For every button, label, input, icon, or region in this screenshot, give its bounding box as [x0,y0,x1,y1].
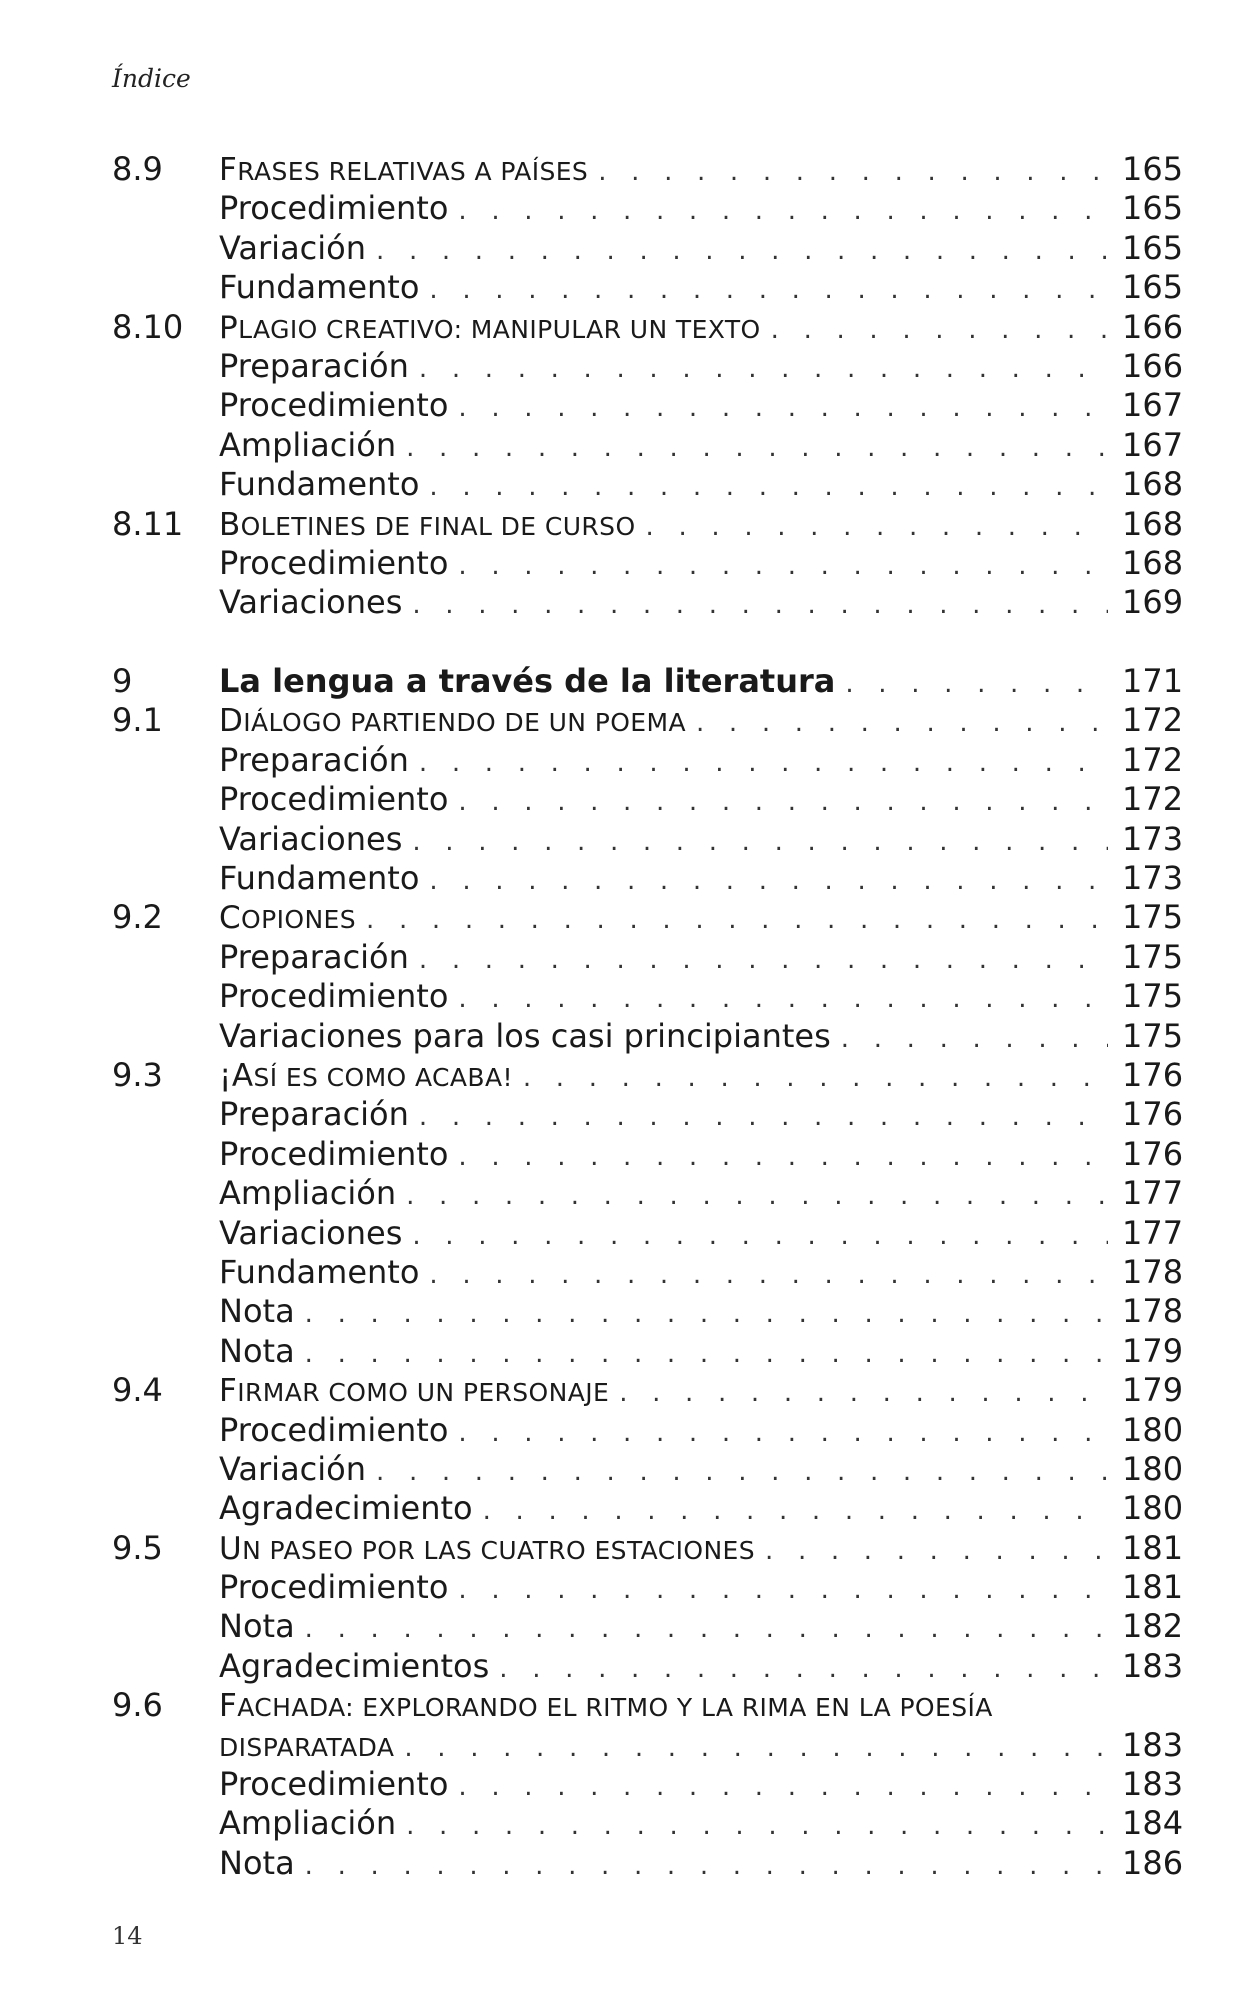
toc-entry [112,543,1184,583]
toc-subsection-title: Fundamento [219,1252,420,1291]
toc-subsection-title: Variación [219,1449,367,1488]
toc-entry [112,150,1184,189]
toc-entry [112,1174,1184,1213]
toc-subsection-title: Variaciones [219,583,403,622]
toc-page-number: 175 [1122,977,1184,1016]
toc-entry [112,1134,1184,1174]
dot-leader [458,783,1108,822]
toc-entry [112,819,1184,859]
toc-page-number: 173 [1122,859,1184,898]
toc-entry [112,228,1184,268]
toc-entry [112,307,1184,347]
toc-section-title [219,309,761,349]
toc-subsection-title: Procedimiento [219,1568,449,1607]
toc-subsection-title: Ampliación [219,1174,397,1213]
toc-page-number: 172 [1122,780,1184,819]
toc-subsection-title: Nota [219,1331,295,1370]
toc-entry [112,1646,1184,1686]
toc-entry [112,346,1184,386]
toc-entry [112,1607,1184,1646]
toc-section-title [219,1687,993,1727]
toc-entry-number: 9.6 [112,1686,163,1725]
toc-page-number: 181 [1122,1568,1184,1607]
toc-entry [112,386,1184,425]
table-of-contents [112,150,1184,1883]
toc-page-number: 183 [1122,1725,1184,1764]
toc-entry [112,1449,1184,1489]
toc-page-number: 181 [1122,1528,1184,1567]
toc-page-number: 165 [1122,150,1184,188]
toc-subsection-title: Nota [219,1843,295,1882]
toc-page-number: 176 [1122,1055,1184,1094]
dot-leader [458,1571,1108,1610]
running-head: Índice [112,64,191,93]
dot-leader [429,1256,1108,1295]
toc-subsection-title: Fundamento [219,465,420,504]
toc-section-title [219,151,588,191]
toc-entry [112,780,1184,819]
dot-leader [406,1177,1108,1216]
dot-leader [305,1335,1108,1374]
toc-section-title [219,1372,609,1412]
toc-page-number: 169 [1122,583,1184,622]
toc-entry [112,268,1184,307]
toc-entry [112,1095,1184,1134]
toc-entry [112,425,1184,465]
toc-entry [112,1686,1178,1725]
toc-section-title [219,1057,513,1097]
dot-leader [404,1729,1108,1768]
toc-entry [112,1055,1184,1095]
dot-leader [305,1847,1108,1886]
toc-page-number: 168 [1122,543,1184,582]
toc-entry [112,1213,1184,1253]
dot-leader [619,1374,1108,1413]
dot-leader [765,1532,1108,1571]
toc-page-number: 165 [1122,189,1184,228]
toc-subsection-title: Preparación [219,1095,409,1134]
toc-page-number: 176 [1122,1095,1184,1134]
toc-section-title-rest: DISPARATADA [219,1732,395,1762]
toc-page-number: 167 [1122,386,1184,425]
toc-entry [112,1016,1184,1056]
toc-page-number: 168 [1122,465,1184,504]
toc-section-title-initial: F [219,152,238,188]
toc-page-number: 183 [1122,1646,1184,1685]
dot-leader [458,192,1108,231]
toc-entry-number: 8.10 [112,307,184,346]
dot-leader [499,1650,1108,1689]
toc-page-number: 184 [1122,1804,1184,1843]
toc-page-number: 180 [1122,1410,1184,1449]
toc-page-number: 178 [1122,1252,1184,1291]
toc-subsection-title: Agradecimientos [219,1646,490,1685]
toc-page-number: 173 [1122,819,1184,858]
dot-leader [376,1453,1108,1492]
toc-section-title-rest: IÁLOGO PARTIENDO DE UN POEMA [243,708,686,738]
toc-section-title-initial: B [219,506,241,543]
toc-page-number: 166 [1122,346,1184,385]
dot-leader [523,1059,1108,1098]
toc-entry [112,1292,1184,1331]
toc-entry [112,1765,1184,1804]
page-number: 14 [112,1922,143,1950]
toc-subsection-title: Procedimiento [219,189,449,228]
toc-subsection-title: Ampliación [219,1804,397,1843]
toc-entry [112,937,1184,977]
dot-leader [771,311,1108,350]
toc-subsection-title: Preparación [219,346,409,385]
toc-entry [112,1252,1184,1292]
toc-entry [112,1410,1184,1450]
toc-entry [112,189,1184,228]
toc-page-number: 175 [1122,898,1184,937]
toc-entry [112,1489,1184,1528]
toc-page-number: 179 [1122,1331,1184,1370]
dot-leader [366,901,1108,940]
toc-page-number: 183 [1122,1765,1184,1804]
toc-page-number: 172 [1122,701,1184,740]
dot-leader [412,1217,1108,1256]
dot-leader [419,350,1108,389]
toc-subsection-title: Procedimiento [219,386,449,425]
toc-entry [112,1568,1184,1607]
toc-subsection-title: Agradecimiento [219,1489,473,1528]
toc-subsection-title: Procedimiento [219,543,449,582]
toc-subsection-title: Procedimiento [219,977,449,1016]
dot-leader [406,429,1108,468]
toc-page-number: 178 [1122,1292,1184,1331]
toc-entry [112,701,1184,740]
dot-leader [458,1414,1108,1453]
toc-entry [112,977,1184,1016]
toc-page-number: 165 [1122,268,1184,307]
dot-leader [458,389,1108,428]
toc-section-title [219,1530,755,1570]
toc-subsection-title: Variaciones [219,819,403,858]
toc-section-title-rest: OPIONES [241,905,357,935]
dot-leader [598,153,1108,192]
toc-entry [112,859,1184,898]
toc-page-number: 168 [1122,504,1184,543]
dot-leader [419,1098,1108,1137]
dot-leader [429,271,1108,310]
toc-page-number: 172 [1122,740,1184,779]
toc-page-number: 166 [1122,307,1184,346]
toc-page-number: 180 [1122,1449,1184,1488]
toc-entry-number: 9.3 [112,1055,163,1094]
dot-leader [419,744,1108,783]
dot-leader [412,586,1108,625]
toc-page-number: 176 [1122,1134,1184,1173]
toc-subsection-title: Procedimiento [219,1410,449,1449]
toc-subsection-title: Fundamento [219,268,420,307]
toc-entry-number: 9.1 [112,701,163,740]
toc-subsection-title: Nota [219,1607,295,1646]
toc-page-number: 177 [1122,1213,1184,1252]
dot-leader [458,980,1108,1019]
toc-entry [112,583,1184,622]
toc-section-title-rest: ACHADA: EXPLORANDO EL RITMO Y LA RIMA EN LA POESÍA [237,1693,993,1723]
toc-subsection-title: Variaciones para los casi principiantes [219,1016,831,1055]
toc-subsection-title: Ampliación [219,425,397,464]
toc-section-title-initial: D [219,703,244,740]
dot-leader [483,1492,1108,1531]
toc-page-number: 175 [1122,1016,1184,1055]
toc-subsection-title: Variaciones [219,1213,403,1252]
toc-subsection-title: Procedimiento [219,780,449,819]
toc-subsection-title: Preparación [219,740,409,779]
dot-leader [406,1807,1108,1846]
dot-leader [376,232,1108,271]
toc-page-number: 167 [1122,425,1184,464]
toc-entry [112,1371,1184,1410]
dot-leader [646,508,1108,547]
toc-subsection-title: Variación [219,228,367,267]
toc-section-title-rest: IRMAR COMO UN PERSONAJE [237,1378,610,1408]
dot-leader [458,1138,1108,1177]
toc-page-number: 186 [1122,1843,1184,1882]
dot-leader [305,1295,1108,1334]
toc-section-title [219,506,636,546]
toc-entry-number: 9.5 [112,1528,163,1567]
dot-leader [429,862,1108,901]
toc-entry-number: 9 [112,662,133,701]
toc-section-title-initial: F [219,1688,238,1725]
toc-entry [112,898,1184,937]
dot-leader [458,1768,1108,1807]
toc-entry-number: 8.11 [112,504,184,543]
dot-leader [429,468,1108,507]
toc-section-title-rest: SÍ ES COMO ACABA! [253,1062,513,1092]
dot-leader [845,665,1108,704]
toc-section-title-initial: P [219,309,239,346]
toc-section-title-initial: C [219,900,242,937]
toc-section-title [219,702,686,742]
toc-section-title-initial: ¡A [219,1057,254,1094]
toc-subsection-title: Preparación [219,937,409,976]
toc-section-title-rest: RASES RELATIVAS A PAÍSES [237,157,589,186]
toc-entry-number: 8.9 [112,150,163,188]
toc-entry [112,1331,1184,1371]
dot-leader [458,547,1108,586]
toc-section-title [219,1727,394,1767]
toc-page-number: 171 [1122,662,1184,701]
toc-subsection-title: Nota [219,1292,295,1331]
toc-subsection-title: Procedimiento [219,1134,449,1173]
toc-entry [112,504,1184,544]
toc-entry [112,1528,1184,1568]
toc-subsection-title: Fundamento [219,859,420,898]
toc-entry [112,662,1184,701]
toc-entry [112,740,1184,780]
dot-leader [841,1020,1108,1059]
toc-section-title-rest: N PASEO POR LAS CUATRO ESTACIONES [242,1535,756,1565]
toc-entry [112,1725,1184,1765]
dot-leader [412,823,1108,862]
toc-entry [112,465,1184,504]
toc-page-number: 182 [1122,1607,1184,1646]
toc-entry [112,1843,1184,1883]
toc-section-title-initial: U [219,1530,243,1567]
toc-entry [112,1804,1184,1843]
toc-page-number: 179 [1122,1371,1184,1410]
toc-section-title-rest: LAGIO CREATIVO: MANIPULAR UN TEXTO [238,314,761,344]
toc-page-number: 177 [1122,1174,1184,1213]
dot-leader [305,1610,1108,1649]
toc-section-title [219,899,356,939]
toc-section-title-rest: OLETINES DE FINAL DE CURSO [240,511,636,541]
toc-section-title-initial: F [219,1373,238,1410]
toc-entry-number: 9.2 [112,898,163,937]
toc-entry-number: 9.4 [112,1371,163,1410]
toc-page-number: 175 [1122,937,1184,976]
dot-leader [419,941,1108,980]
toc-subsection-title: Procedimiento [219,1765,449,1804]
toc-page-number: 165 [1122,228,1184,267]
dot-leader [696,704,1108,743]
toc-chapter-title: La lengua a través de la literatura [219,662,836,701]
toc-page-number: 180 [1122,1489,1184,1528]
